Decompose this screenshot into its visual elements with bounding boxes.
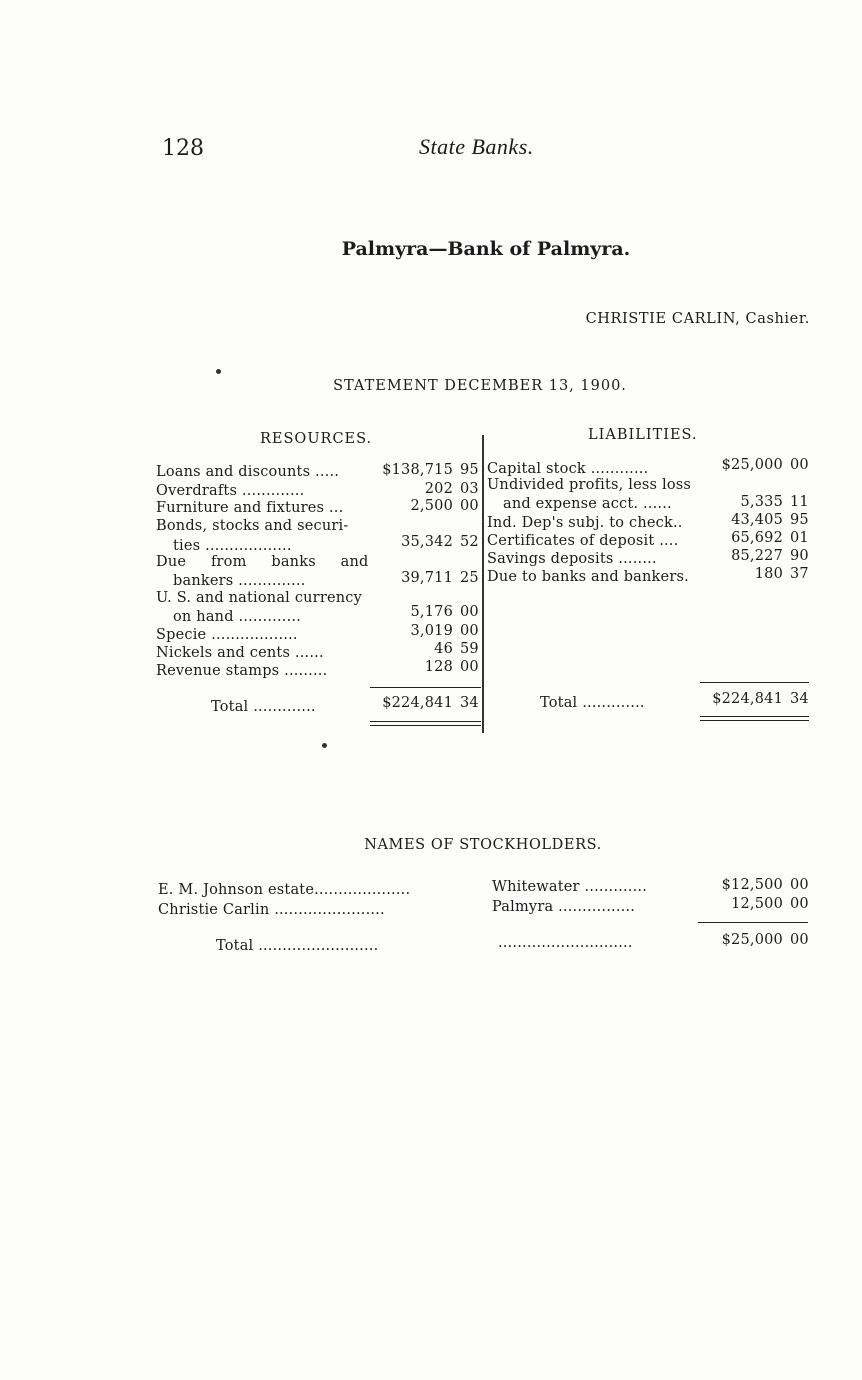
- liability-label: and expense acct. ......: [503, 496, 672, 512]
- resource-dollars: 39,711: [401, 570, 453, 586]
- print-speck: [322, 743, 327, 748]
- stockholder-cents: 00: [790, 877, 809, 893]
- resources-sum-rule: [370, 687, 481, 688]
- stockholder-residence: Palmyra ................: [492, 899, 636, 915]
- liabilities-total-double-rule: [700, 716, 809, 717]
- resource-label: bankers ..............: [173, 573, 306, 589]
- liability-dollars: 43,405: [731, 512, 783, 528]
- resource-cents: 03: [460, 481, 479, 497]
- page-number: 128: [162, 136, 204, 161]
- bank-title: Palmyra—Bank of Palmyra.: [341, 238, 631, 260]
- resource-cents: 00: [460, 498, 479, 514]
- resources-heading: RESOURCES.: [260, 431, 373, 447]
- liabilities-total-cents: 34: [790, 691, 809, 707]
- liability-label: Due to banks and bankers.: [487, 569, 689, 585]
- resource-dollars: 2,500: [410, 498, 453, 514]
- liabilities-total-label: Total .............: [540, 695, 645, 711]
- liability-cents: 11: [790, 494, 809, 510]
- liability-cents: 95: [790, 512, 809, 528]
- stockholders-total-leader: ............................: [498, 935, 633, 951]
- liability-cents: 00: [790, 457, 809, 473]
- stockholder-cents: 00: [790, 896, 809, 912]
- liability-dollars: $25,000: [721, 457, 783, 473]
- resource-label: Bonds, stocks and securi-: [156, 518, 349, 534]
- resource-dollars: $138,715: [382, 462, 453, 478]
- resource-cents: 25: [460, 570, 479, 586]
- resource-cents: 52: [460, 534, 479, 550]
- resources-total-double-rule: [370, 721, 481, 722]
- resource-dollars: 128: [424, 659, 453, 675]
- liability-label: Ind. Dep's subj. to check..: [487, 515, 683, 531]
- print-speck: [216, 369, 221, 374]
- resource-dollars: 3,019: [410, 623, 453, 639]
- stockholders-total-label: Total .........................: [216, 938, 379, 954]
- liabilities-sum-rule: [700, 682, 809, 683]
- resource-dollars: 35,342: [401, 534, 453, 550]
- liability-label: Undivided profits, less loss: [487, 477, 692, 493]
- resource-label: Loans and discounts .....: [156, 464, 340, 480]
- stockholder-residence: Whitewater .............: [492, 879, 648, 895]
- resources-total-double-rule: [370, 725, 481, 726]
- resource-cents: 00: [460, 659, 479, 675]
- resource-cents: 59: [460, 641, 479, 657]
- liability-cents: 37: [790, 566, 809, 582]
- resource-dollars: 202: [424, 481, 453, 497]
- liability-dollars: 180: [754, 566, 783, 582]
- resource-label: Specie ..................: [156, 627, 298, 643]
- liabilities-heading: LIABILITIES.: [588, 427, 698, 443]
- column-divider: [482, 435, 484, 733]
- resource-label: Due from banks and: [156, 554, 369, 570]
- resources-total-label: Total .............: [211, 699, 316, 715]
- resource-cents: 00: [460, 604, 479, 620]
- stockholder-name: E. M. Johnson estate....................: [158, 882, 411, 898]
- resource-dollars: 46: [434, 641, 453, 657]
- liability-label: Certificates of deposit ....: [487, 533, 679, 549]
- liabilities-total-dollars: $224,841: [712, 691, 783, 707]
- resource-label: Revenue stamps .........: [156, 663, 328, 679]
- liability-cents: 01: [790, 530, 809, 546]
- stockholders-total-dollars: $25,000: [721, 932, 783, 948]
- resource-label: Overdrafts .............: [156, 483, 305, 499]
- resources-total-dollars: $224,841: [382, 695, 453, 711]
- running-head: State Banks.: [419, 134, 534, 159]
- resource-label: ties ..................: [173, 538, 292, 554]
- liability-cents: 90: [790, 548, 809, 564]
- resource-label: Nickels and cents ......: [156, 645, 324, 661]
- resources-total-cents: 34: [460, 695, 479, 711]
- liability-dollars: 65,692: [731, 530, 783, 546]
- resource-cents: 00: [460, 623, 479, 639]
- stockholders-heading: NAMES OF STOCKHOLDERS.: [364, 837, 602, 853]
- stockholders-sum-rule: [698, 922, 808, 923]
- resource-label: U. S. and national currency: [156, 590, 362, 606]
- stockholder-dollars: $12,500: [721, 877, 783, 893]
- statement-heading: STATEMENT DECEMBER 13, 1900.: [333, 378, 627, 394]
- liability-label: Capital stock ............: [487, 461, 649, 477]
- stockholder-name: Christie Carlin .......................: [158, 902, 385, 918]
- resource-label: on hand .............: [173, 609, 302, 625]
- stockholders-total-cents: 00: [790, 932, 809, 948]
- resource-dollars: 5,176: [410, 604, 453, 620]
- liability-dollars: 5,335: [740, 494, 783, 510]
- liability-label: Savings deposits ........: [487, 551, 657, 567]
- resource-label: Furniture and fixtures ...: [156, 500, 344, 516]
- officer-line: CHRISTIE CARLIN, Cashier.: [585, 311, 810, 327]
- liabilities-total-double-rule: [700, 720, 809, 721]
- liability-dollars: 85,227: [731, 548, 783, 564]
- stockholder-dollars: 12,500: [731, 896, 783, 912]
- resource-cents: 95: [460, 462, 479, 478]
